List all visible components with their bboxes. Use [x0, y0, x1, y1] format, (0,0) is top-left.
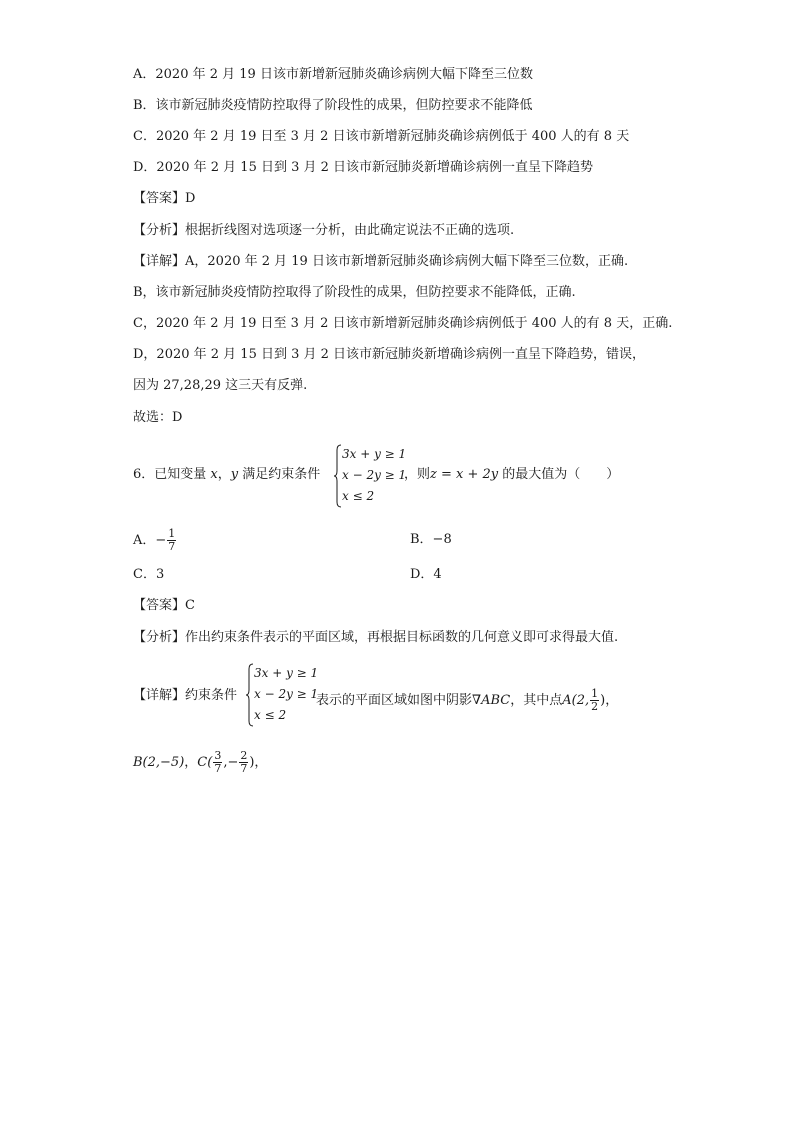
- point-a-close: )，: [600, 693, 619, 708]
- point-a: A(2,: [562, 693, 590, 708]
- analysis-tag: 【分析】: [133, 223, 186, 238]
- fraction: [239, 750, 248, 775]
- option-label: A．: [133, 533, 156, 548]
- fraction: [213, 750, 222, 775]
- analysis-text: 作出约束条件表示的平面区域，再根据目标函数的几何意义即可求得最大值.: [185, 630, 619, 645]
- triangle-label: ∇ABC: [472, 693, 511, 708]
- point-c-close: )，: [249, 755, 268, 770]
- constraint-system-detail: [246, 663, 319, 727]
- constraint-2: x − 2y ≥ 1: [342, 468, 407, 482]
- q5-analysis: [133, 223, 514, 239]
- fraction: [167, 528, 176, 553]
- detail-text: ，其中点: [510, 693, 563, 708]
- numerator: 3: [214, 749, 222, 762]
- denominator: 7: [214, 762, 222, 775]
- q6-detail: [133, 688, 237, 704]
- point-b: B(2,−5): [133, 755, 185, 770]
- objective-function: z = x + 2y: [430, 467, 499, 482]
- brace-icon: [334, 444, 342, 508]
- answer-tag: 【答案】: [133, 191, 186, 206]
- constraint-1: 3x + y ≥ 1: [342, 447, 407, 461]
- q5-option-c: C．2020 年 2 月 19 日至 3 月 2 日该市新增新冠肺炎确诊病例低于 400 人的有 8 天: [133, 129, 630, 144]
- detail-text: A，2020 年 2 月 19 日该市新增新冠肺炎确诊病例大幅下降至三位数，正确.: [185, 254, 629, 269]
- q5-answer: [133, 191, 195, 207]
- constraint-3: x ≤ 2: [254, 708, 287, 722]
- q5-detail-c: C，2020 年 2 月 19 日至 3 月 2 日该市新增新冠肺炎确诊病例低于 400 人的有 8 天，正确.: [133, 316, 673, 331]
- analysis-text: 根据折线图对选项逐一分析，由此确定说法不正确的选项.: [185, 223, 515, 238]
- stem-text: 满足约束条件: [238, 467, 321, 482]
- q6-stem-tail: [404, 467, 619, 483]
- fraction: [590, 688, 599, 713]
- var-y: y: [230, 467, 239, 482]
- q6-option-d: D．4: [410, 567, 442, 582]
- detail-text: 约束条件: [185, 688, 238, 703]
- q5-option-a: A．2020 年 2 月 19 日该市新增新冠肺炎确诊病例大幅下降至三位数: [133, 67, 533, 82]
- q6-option-c: C．3: [133, 567, 165, 582]
- numerator: 1: [591, 687, 599, 700]
- q5-detail-b: B，该市新冠肺炎疫情防控取得了阶段性的成果，但防控要求不能降低，正确.: [133, 285, 576, 300]
- q5-option-d: D．2020 年 2 月 15 日到 3 月 2 日该市新冠肺炎新增确诊病例一直呈下降趋势: [133, 160, 594, 175]
- answer-value: C: [185, 598, 195, 613]
- q5-choice: 故选：D: [133, 410, 183, 425]
- separator: ，: [184, 755, 198, 770]
- numerator: 2: [240, 749, 248, 762]
- denominator: 7: [240, 762, 248, 775]
- q6-option-b: B．−8: [410, 532, 452, 547]
- q6-stem: [133, 467, 320, 483]
- var-x: x: [210, 467, 218, 482]
- q6-answer: [133, 598, 195, 614]
- point-c: C(: [197, 755, 213, 770]
- constraint-system: [334, 444, 407, 508]
- answer-value: D: [185, 191, 196, 206]
- q5-detail-d: D，2020 年 2 月 15 日到 3 月 2 日该市新冠肺炎新增确诊病例一直呈下降趋势，错误，: [133, 347, 646, 362]
- q6-option-a: [133, 528, 177, 553]
- detail-text: 表示的平面区域如图中阴影: [316, 693, 473, 708]
- q5-detail-d-reason: 因为 27,28,29 这三天有反弹.: [133, 378, 308, 393]
- denominator: 7: [168, 540, 176, 553]
- constraint-3: x ≤ 2: [342, 489, 375, 503]
- brace-icon: [246, 663, 254, 727]
- stem-text: 的最大值为（ ）: [498, 467, 620, 482]
- q6-points-bc: [133, 750, 267, 775]
- constraint-1: 3x + y ≥ 1: [254, 666, 319, 680]
- constraint-2: x − 2y ≥ 1: [254, 687, 319, 701]
- point-c-mid: ,−: [223, 755, 239, 770]
- numerator: 1: [168, 527, 176, 540]
- denominator: 2: [591, 700, 599, 713]
- stem-text: ，则: [404, 467, 431, 482]
- analysis-tag: 【分析】: [133, 630, 186, 645]
- comma: ，: [217, 467, 231, 482]
- detail-tag: 【详解】: [133, 254, 186, 269]
- answer-tag: 【答案】: [133, 598, 186, 613]
- q5-detail-a: [133, 254, 628, 270]
- minus-sign: −: [155, 533, 167, 548]
- detail-tag: 【详解】: [133, 688, 186, 703]
- q6-detail-tail: [316, 688, 618, 713]
- q6-analysis: [133, 630, 618, 646]
- stem-text: 6．已知变量: [133, 467, 211, 482]
- q5-option-b: B．该市新冠肺炎疫情防控取得了阶段性的成果，但防控要求不能降低: [133, 98, 533, 113]
